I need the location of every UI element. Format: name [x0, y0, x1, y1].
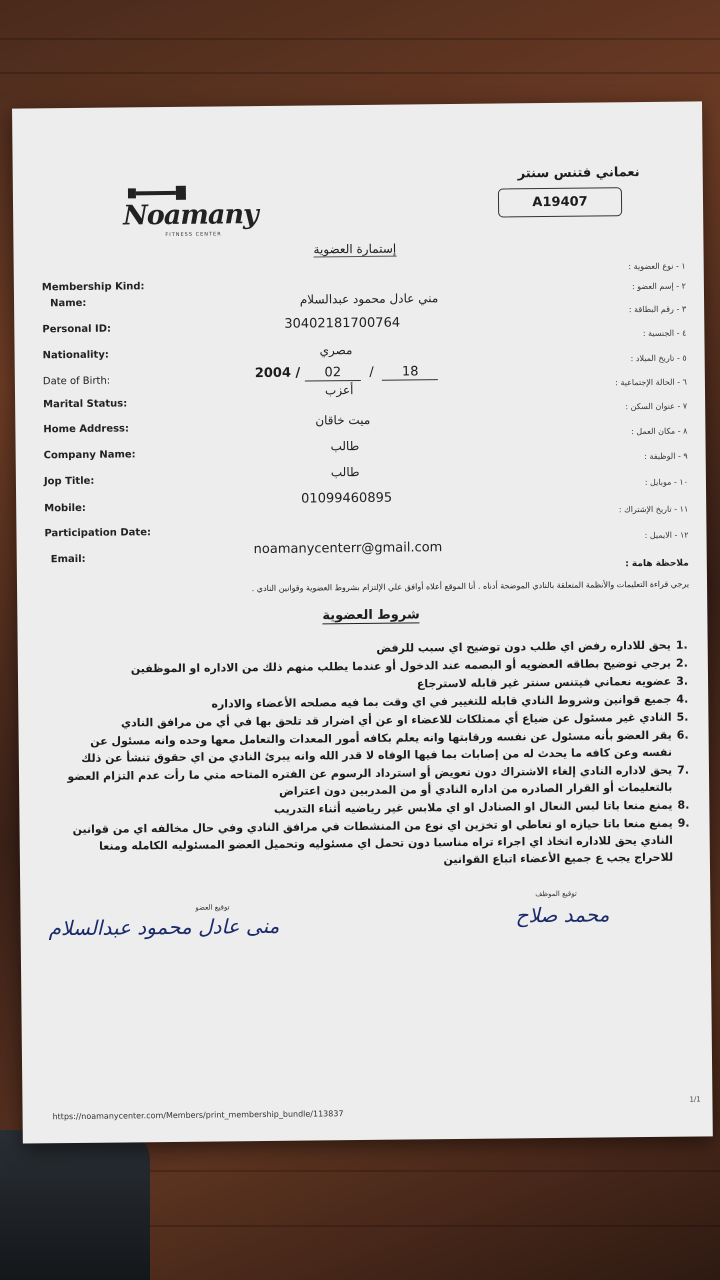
term-text: يحق لاداره النادي إلغاء الاشتراك دون تعويض أو استرداد الرسوم عن الفتره المتاحه متي ما رأت عدم التزام العضو بالتعليمات أو القرار الصادره من اداره النادي أو من المدربين دون اعتراض	[67, 763, 673, 798]
label-participation-date: Participation Date:	[44, 527, 152, 540]
label-ar-membership-kind: ١ - نوع العضوية :	[628, 261, 686, 272]
label-ar-participation-date: ١١ - تاريخ الإشتراك :	[618, 504, 689, 515]
label-date-of-birth: Date of Birth:	[42, 375, 111, 388]
company-name: طالب	[330, 438, 360, 454]
label-email: Email:	[50, 553, 86, 566]
notice-text: يرجي قراءة التعليمات والأنظمة المتعلقة بالنادي الموضحة أدناه . أنا الموقع أعلاه أوافق علي الإلتزام بشروط العضوية وقوانين النادي .	[251, 579, 690, 594]
member-name: مني عادل محمود عبدالسلام	[299, 291, 439, 307]
nationality: مصري	[319, 343, 353, 358]
term-text: يقر العضو بأنه مسئول عن نفسه ورقابتها وانه يعلم بكافه أمور المعدات والتعامل معها وحده وانه مسئول عن نفسه وعن كافه ما يحدث له من إصابات بما فيها الوفاه لا قدر الله وانه يبرئ النادي من اي حقوق تنشأ عن ذلك	[81, 728, 673, 765]
label-name: Name:	[50, 297, 87, 310]
dob-month: 02	[305, 365, 361, 382]
wood-grain	[0, 38, 720, 40]
term-item	[59, 815, 689, 873]
page-number: 1/1	[689, 1095, 701, 1104]
term-number: 1.	[675, 638, 688, 652]
label-ar-nationality: ٤ - الجنسية :	[642, 328, 687, 339]
term-text: جميع قوانين وشروط النادي قابله للتغيير في اي وقت بما فيه مصلحه الأعضاء والاداره	[211, 692, 672, 711]
label-nationality: Nationality:	[42, 349, 109, 362]
term-item	[59, 727, 689, 768]
label-ar-personal-id: ٣ - رقم البطاقة :	[628, 304, 687, 315]
membership-code: A19407	[498, 187, 622, 217]
mobile-number: 01099460895	[301, 490, 393, 507]
label-membership-kind: Membership Kind:	[41, 281, 145, 294]
marital-status: أعزب	[324, 383, 354, 398]
term-number: 5.	[676, 710, 689, 724]
label-ar-job-title: ٩ - الوظيفة :	[644, 451, 688, 462]
notice-heading: ملاحظة هامة :	[625, 558, 689, 570]
personal-id: 30402181700764	[284, 315, 401, 332]
terms-title: شروط العضوية	[322, 607, 420, 624]
dob-separator: /	[369, 364, 374, 380]
label-ar-name: ٢ - إسم العضو :	[631, 281, 686, 292]
club-logo	[113, 181, 258, 242]
term-item	[59, 762, 689, 803]
logo-subtitle: FITNESS CENTER	[165, 231, 222, 239]
label-job-title: Jop Title:	[43, 475, 95, 488]
member-signature-label: توقيع العضو	[195, 903, 230, 912]
label-ar-home-address: ٧ - عنوان السكن :	[625, 401, 688, 412]
form-title: إستمارة العضوية	[313, 241, 397, 257]
label-personal-id: Personal ID:	[42, 323, 112, 336]
member-signature: منى عادل محمود عبدالسلام	[48, 913, 280, 941]
employee-signature: محمد صلاح	[515, 902, 610, 928]
label-marital-status: Marital Status:	[43, 398, 128, 411]
email: noamanycenterr@gmail.com	[253, 540, 443, 558]
dob-year: 2004 /	[254, 365, 301, 382]
club-name: نعماني فتنس سنتر	[517, 165, 640, 182]
label-company-name: Company Name:	[43, 449, 136, 462]
employee-signature-label: توقيع الموظف	[535, 889, 577, 899]
label-mobile: Mobile:	[44, 502, 86, 515]
terms-list	[58, 637, 690, 874]
term-number: 6.	[676, 728, 689, 742]
term-text: النادي غير مسئول عن ضياع أي ممتلكات للاعضاء او عن أي اضرار قد تلحق بها في أي من مرافق النادي	[120, 710, 672, 730]
label-ar-date-of-birth: ٥ - تاريخ الميلاد :	[630, 353, 687, 364]
term-text: يحق للاداره رفض اي طلب دون توضيح اي سبب للرفض	[376, 638, 671, 655]
dob-day: 18	[382, 364, 438, 381]
label-ar-company-name: ٨ - مكان العمل :	[631, 426, 688, 437]
footer-url: https://noamanycenter.com/Members/print_membership_bundle/113837	[52, 1109, 344, 1122]
term-text: يرجي توضيح بطاقه العضويه أو البصمه عند الدخول أو عندما يطلب منهم ذلك من الاداره او الموظفين	[130, 656, 672, 676]
phone-object	[0, 1130, 150, 1280]
term-number: 3.	[676, 674, 689, 688]
logo-text: Noamany	[122, 199, 258, 232]
term-number: 4.	[676, 692, 689, 706]
label-ar-marital-status: ٦ - الحالة الإجتماعية :	[615, 377, 687, 388]
home-address: ميت خاقان	[315, 412, 371, 428]
term-number: 9.	[677, 816, 690, 830]
membership-form-paper	[12, 101, 713, 1143]
dob-field	[255, 364, 439, 382]
wood-grain	[0, 72, 720, 74]
job-title: طالب	[330, 464, 360, 480]
term-text: يمنع منعا باتا حيازه او تعاطي او تخزين اي نوع من المنشطات في مرافق النادي وفي حال مخالفه اي من قوانين النادي يحق للاداره اتخاذ اي اجراء تراه مناسبا دون تحمل اي مسئوليه وتحميل العضو المسئوليه الكامله ومنعا للاحراج يجب ع جميع الأعضاء اتباع القوانين	[72, 816, 674, 867]
term-text: عضويه نعماني فيتنس سنتر غير قابله لاسترجاع	[416, 674, 672, 691]
term-number: 7.	[677, 763, 690, 777]
term-text: يمنع منعا باتا لبس النعال او الصنادل او اي ملابس غير رياضيه أثناء التدريب	[273, 798, 673, 816]
label-ar-mobile: ١٠ - موبايل :	[644, 477, 689, 488]
label-ar-email: ١٢ - الايميل :	[644, 530, 689, 541]
term-number: 8.	[677, 798, 690, 812]
term-number: 2.	[675, 656, 688, 670]
label-home-address: Home Address:	[43, 423, 130, 436]
